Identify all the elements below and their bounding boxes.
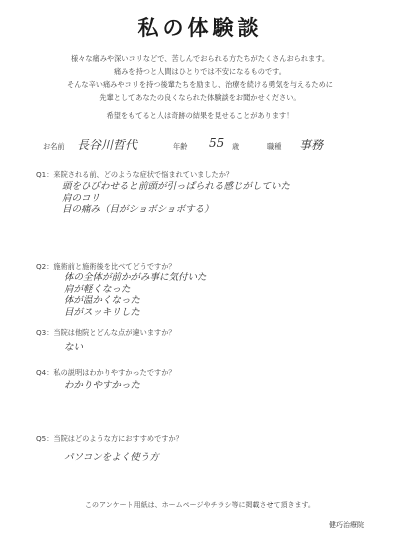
- intro-line: 様々な痛みや深いコリなどで、苦しんでおられる方たちがたくさんおられます。: [70, 54, 330, 63]
- intro-line: 痛みを持つと人間はひとりでは不安になるものです。: [114, 67, 286, 76]
- answer-line: 目がスッキリした: [64, 306, 140, 318]
- answer-line: 目の痛み（目がショボショボする）: [62, 204, 214, 215]
- answer-line: 体の全体が前かがみ事に気付いた: [64, 272, 207, 283]
- name-label: お名前: [43, 142, 65, 151]
- name-value: 長谷川哲代: [77, 138, 138, 152]
- age-label: 年齢: [173, 142, 188, 151]
- job-value: 事務: [299, 138, 324, 152]
- question-3: Q3：当院は他院とどんな点が違いますか？: [36, 328, 176, 337]
- clinic-name: 健巧治療院: [329, 521, 364, 529]
- intro-text: [0, 52, 400, 104]
- answer-3: [64, 342, 83, 354]
- answer-line: 肩のコリ: [62, 192, 101, 204]
- answer-line: ない: [64, 342, 84, 353]
- job-label: 職種: [267, 142, 282, 151]
- answer-2: [64, 272, 207, 318]
- footer-note: このアンケート用紙は、ホームページやチラシ等に掲載させて頂きます。: [85, 501, 315, 509]
- question-1: Q1：来院される前、どのような症状で悩まれていましたか？: [36, 170, 234, 179]
- hope-message: 希望をもてると人は奇跡の結果を見せることがあります！: [106, 111, 294, 120]
- question-2: Q2：施術前と施術後を比べてどうですか？: [36, 262, 176, 271]
- profile-row: [43, 136, 383, 158]
- question-5: Q5：当院はどのような方におすすめですか？: [36, 434, 183, 443]
- answer-5: [64, 452, 159, 464]
- intro-line: 先輩としてあなたの良くなられた体験談をお聞かせください。: [99, 93, 301, 102]
- answer-line: 肩が軽くなった: [64, 283, 131, 295]
- age-value: 55: [209, 136, 225, 150]
- answer-line: 頭をひびわせると前頭が引っぱられる感じがしていた: [62, 181, 291, 192]
- age-unit: 歳: [232, 142, 240, 151]
- intro-line: そんな辛い痛みやコリを持つ後輩たちを励まし、治療を続ける勇気を与えるために: [67, 80, 333, 89]
- answer-line: パソコンをよく使う方: [64, 452, 159, 463]
- question-4: Q4：私の説明はわかりやすかったですか？: [36, 368, 176, 377]
- answer-1: [62, 181, 290, 216]
- answer-4: [64, 380, 140, 392]
- page-title: 私の体験談: [137, 16, 263, 40]
- answer-line: わかりやすかった: [64, 380, 141, 391]
- answer-line: 体が温かくなった: [64, 295, 141, 306]
